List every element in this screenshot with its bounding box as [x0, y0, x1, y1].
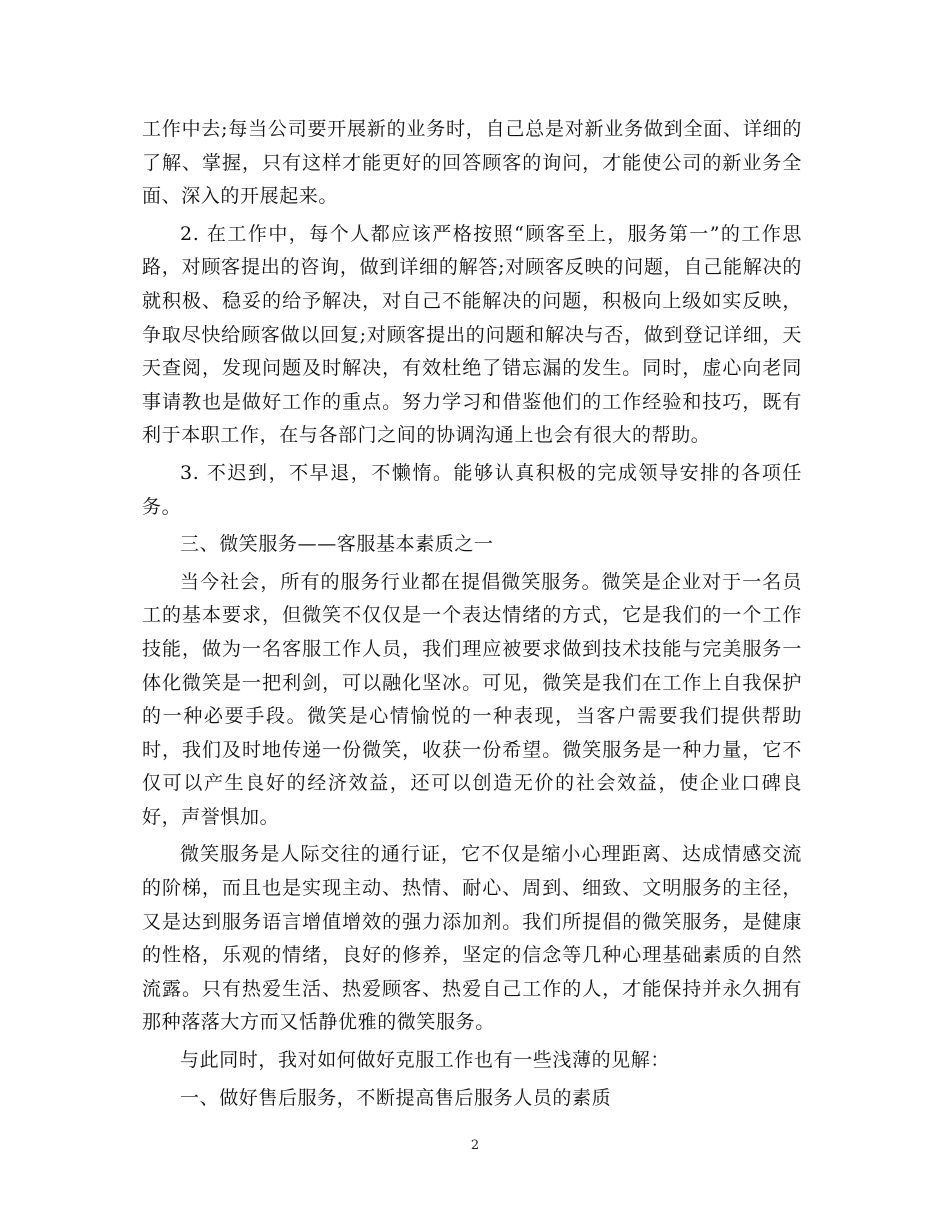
section-heading-smile-service: 三、微笑服务——客服基本素质之一	[180, 533, 494, 556]
section-heading-after-sales: 一、做好售后服务，不断提高售后服务人员的素质	[180, 1086, 612, 1109]
page-number: 2	[470, 1138, 480, 1153]
paragraph-smile-service-passport: 微笑服务是人际交往的通行证，它不仅是缩小心理距离、达成情感交流的阶梯，而且也是实现主动、热情、耐心、周到、细致、文明服务的主径，又是达到服务语言增值增效的强力添加剂。我们所提倡的微笑服务，是健康的性格，乐观的情绪，良好的修养，坚定的信念等几种心理基础素质的自然流露。只有热爱生活、热爱顾客、热爱自己工作的人，才能保持并永久拥有那种落落大方而又恬静优雅的微笑服务。	[142, 843, 802, 1034]
document-body	[142, 113, 802, 1115]
paragraph-item-3: 3. 不迟到，不早退，不懒惰。能够认真积极的完成领导安排的各项任务。	[142, 461, 802, 518]
paragraph-opinions-intro: 与此同时，我对如何做好克服工作也有一些浅薄的见解：	[180, 1049, 671, 1072]
paragraph-item-2: 2. 在工作中，每个人都应该严格按照“顾客至上，服务第一”的工作思路，对顾客提出的咨询，做到详细的解答;对顾客反映的问题，自己能解决的就积极、稳妥的给予解决，对自己不能解决的问题，积极向上级如实反映，争取尽快给顾客做以回复;对顾客提出的问题和解决与否，做到登记详细，天天查阅，发现问题及时解决，有效杜绝了错忘漏的发生。同时，虚心向老同事请教也是做好工作的重点。努力学习和借鉴他们的工作经验和技巧，既有利于本职工作，在与各部门之间的协调沟通上也会有很大的帮助。	[142, 222, 802, 447]
paragraph-continuation: 工作中去;每当公司要开展新的业务时，自己总是对新业务做到全面、详细的了解、掌握，只有这样才能更好的回答顾客的询问，才能使公司的新业务全面、深入的开展起来。	[142, 118, 802, 208]
paragraph-smile-service-intro: 当今社会，所有的服务行业都在提倡微笑服务。微笑是企业对于一名员工的基本要求，但微笑不仅仅是一个表达情绪的方式，它是我们的一个工作技能，做为一名客服工作人员，我们理应被要求做到技术技能与完美服务一体化微笑是一把利剑，可以融化坚冰。可见，微笑是我们在工作上自我保护的一种必要手段。微笑是心情愉悦的一种表现，当客户需要我们提供帮助时，我们及时地传递一份微笑，收获一份希望。微笑服务是一种力量，它不仅可以产生良好的经济效益，还可以创造无价的社会效益，使企业口碑良好，声誉惧加。	[142, 570, 802, 828]
